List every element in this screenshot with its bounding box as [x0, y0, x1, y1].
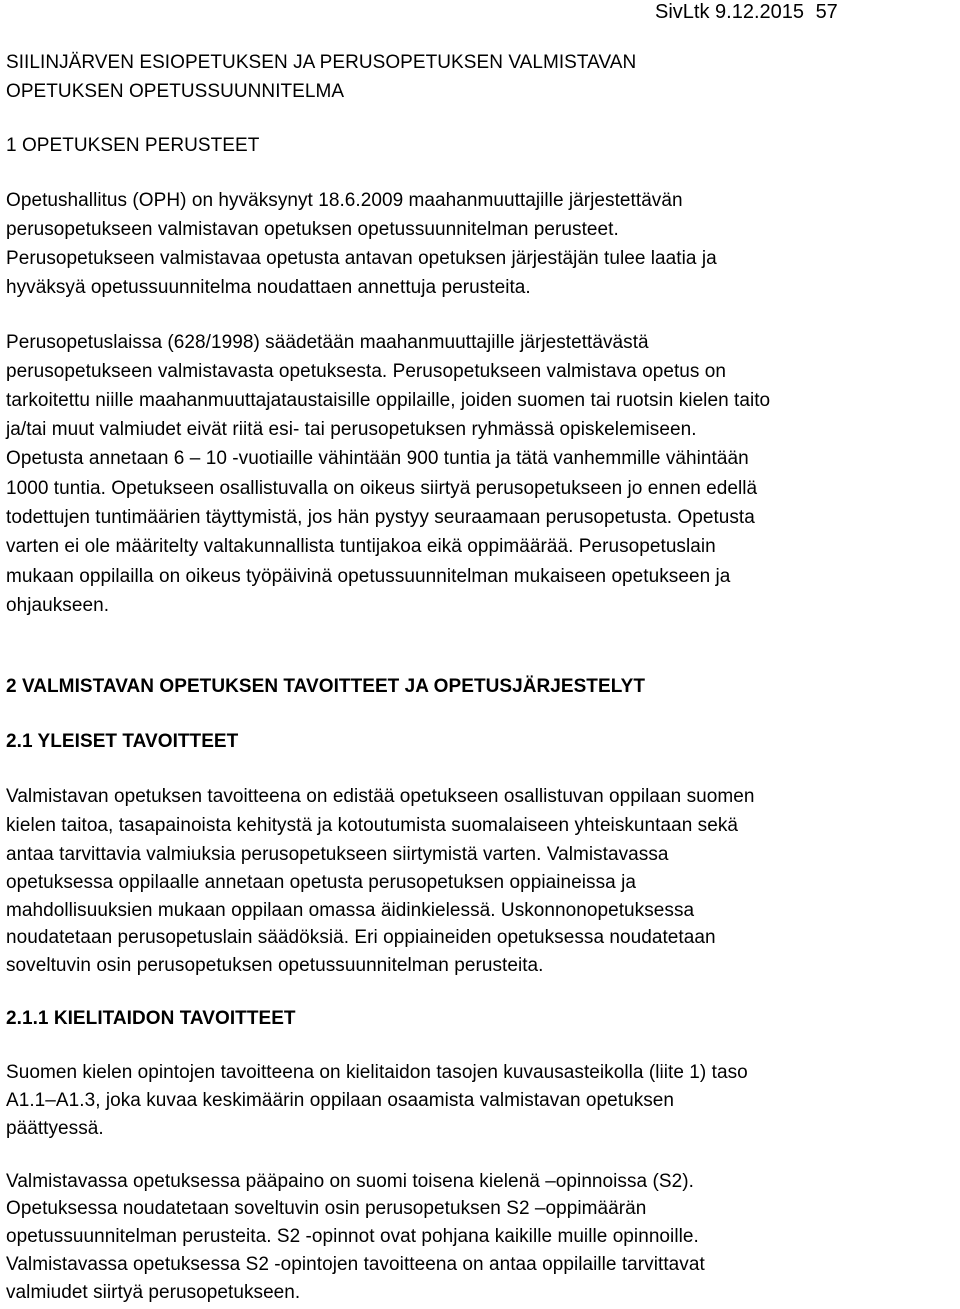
section-2-1-1-heading: 2.1.1 KIELITAIDON TAVOITTEET: [6, 1008, 296, 1029]
section-1-para-2-line: todettujen tuntimäärien täyttymistä, jos hän pystyy seuraamaan perusopetusta. Opetusta: [6, 507, 755, 528]
section-1-para-1-line: Opetushallitus (OPH) on hyväksynyt 18.6.2009 maahanmuuttajille järjestettävän: [6, 190, 683, 211]
section-2-1-1-para-1-line: päättyessä.: [6, 1118, 104, 1139]
section-2-1-para-line: mahdollisuuksien mukaan oppilaan omassa äidinkielessä. Uskonnonopetuksessa: [6, 900, 695, 921]
section-2-1-1-para-2-line: opetussuunnitelman perusteita. S2 -opinnot ovat pohjana kaikille muille opinnoille.: [6, 1226, 699, 1247]
section-1-para-2-line: 1000 tuntia. Opetukseen osallistuvalla on oikeus siirtyä perusopetukseen jo ennen edellä: [6, 478, 758, 499]
section-2-1-para-line: noudatetaan perusopetuslain säädöksiä. Eri oppiaineiden opetuksessa noudatetaan: [6, 927, 716, 948]
section-2-1-1-para-2-line: valmiudet siirtyä perusopetukseen.: [6, 1282, 301, 1303]
section-2-1-para-line: Valmistavan opetuksen tavoitteena on edistää opetukseen osallistuvan oppilaan suomen: [6, 786, 755, 807]
section-2-1-para-line: opetuksessa oppilaalle annetaan opetusta perusopetuksen oppiaineissa ja: [6, 872, 636, 893]
section-1-para-2-line: ohjaukseen.: [6, 595, 110, 616]
page-header: [655, 0, 838, 26]
section-2-1-para-line: kielen taitoa, tasapainoista kehitystä ja kotoutumista suomalaiseen yhteiskuntaan sekä: [6, 815, 739, 836]
document-title-line-2: OPETUKSEN OPETUSSUUNNITELMA: [6, 81, 345, 102]
section-1-heading: 1 OPETUKSEN PERUSTEET: [6, 135, 260, 156]
section-2-1-1-para-2-line: Opetuksessa noudatetaan soveltuvin osin perusopetuksen S2 –oppimäärän: [6, 1198, 647, 1219]
section-1-para-2-line: tarkoitettu niille maahanmuuttajataustaisille oppilaille, joiden suomen tai ruotsin kielen taito: [6, 390, 771, 411]
section-2-1-1-para-2-line: Valmistavassa opetuksessa S2 -opintojen tavoitteena on antaa oppilaille tarvittavat: [6, 1254, 705, 1275]
section-1-para-2-line: Opetusta annetaan 6 – 10 -vuotiaille vähintään 900 tuntia ja tätä vanhemmille vähintään: [6, 448, 749, 469]
section-1-para-2-line: Perusopetuslaissa (628/1998) säädetään maahanmuuttajille järjestettävästä: [6, 332, 649, 353]
section-2-1-para-line: soveltuvin osin perusopetuksen opetussuunnitelman perusteita.: [6, 955, 544, 976]
section-2-1-para-line: antaa tarvittavia valmiuksia perusopetukseen siirtymistä varten. Valmistavassa: [6, 844, 669, 865]
section-1-para-2-line: varten ei ole määritelty valtakunnallista tuntijakoa eikä oppimäärää. Perusopetuslain: [6, 536, 716, 557]
header-page-number: 57: [815, 1, 838, 23]
document-title-line-1: SIILINJÄRVEN ESIOPETUKSEN JA PERUSOPETUKSEN VALMISTAVAN: [6, 52, 637, 73]
section-1-para-1-line: hyväksyä opetussuunnitelma noudattaen annettuja perusteita.: [6, 277, 531, 298]
section-2-1-1-para-1-line: Suomen kielen opintojen tavoitteena on kielitaidon tasojen kuvausasteikolla (liite 1) taso: [6, 1062, 748, 1083]
section-2-1-1-para-1-line: A1.1–A1.3, joka kuvaa keskimäärin oppilaan osaamista valmistavan opetuksen: [6, 1090, 675, 1111]
section-1-para-2-line: mukaan oppilailla on oikeus työpäivinä opetussuunnitelman mukaiseen opetukseen ja: [6, 566, 731, 587]
section-2-heading: 2 VALMISTAVAN OPETUKSEN TAVOITTEET JA OPETUSJÄRJESTELYT: [6, 676, 645, 697]
header-date: SivLtk 9.12.2015: [655, 1, 804, 23]
section-1-para-2-line: perusopetukseen valmistavasta opetuksesta. Perusopetukseen valmistava opetus on: [6, 361, 727, 382]
section-1-para-2-line: ja/tai muut valmiudet eivät riitä esi- tai perusopetuksen ryhmässä opiskelemiseen.: [6, 419, 697, 440]
section-2-1-heading: 2.1 YLEISET TAVOITTEET: [6, 731, 239, 752]
section-1-para-1-line: perusopetukseen valmistavan opetuksen opetussuunnitelman perusteet.: [6, 219, 619, 240]
section-1-para-1-line: Perusopetukseen valmistavaa opetusta antavan opetuksen järjestäjän tulee laatia ja: [6, 248, 717, 269]
section-2-1-1-para-2-line: Valmistavassa opetuksessa pääpaino on suomi toisena kielenä –opinnoissa (S2).: [6, 1171, 694, 1192]
